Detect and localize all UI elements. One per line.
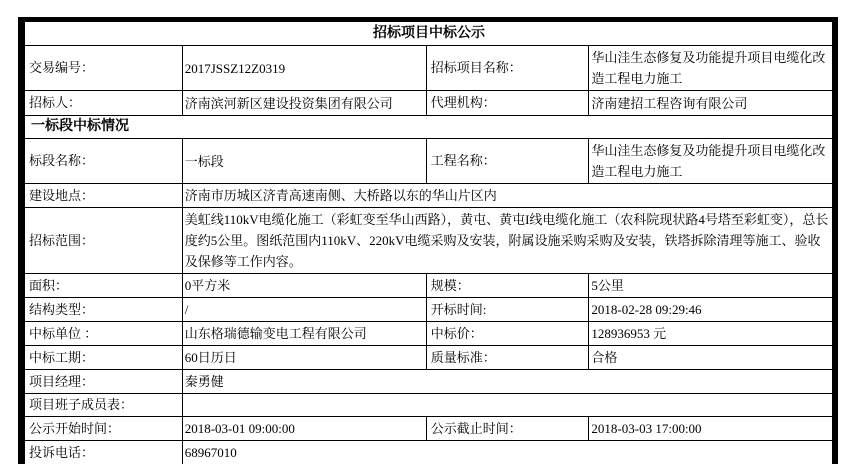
field-label-project-name: 招标项目名称： (426, 46, 589, 91)
field-label-tenderer: 招标人： (22, 91, 183, 116)
field-value-publicity-end: 2018-03-03 17:00:00 (589, 417, 835, 441)
field-label-duration: 中标工期： (22, 346, 183, 370)
field-label-manager: 项目经理： (22, 370, 183, 394)
field-value-bid-open-time: 2018-02-28 09:29:46 (589, 298, 835, 322)
field-value-project-name: 华山洼生态修复及功能提升项目电缆化改造工程电力施工 (589, 46, 835, 91)
field-label-bid-price: 中标价： (426, 322, 589, 346)
field-value-location: 济南市历城区济青高速南侧、大桥路以东的华山片区内 (182, 184, 835, 208)
field-value-transaction-no: 2017JSSZ12Z0319 (182, 46, 426, 91)
field-label-agency: 代理机构： (426, 91, 589, 116)
field-value-quality: 合格 (589, 346, 835, 370)
field-value-structure-type: / (182, 298, 426, 322)
field-label-section-name: 标段名称： (22, 139, 183, 184)
field-label-area: 面积： (22, 274, 183, 298)
field-label-publicity-start: 公示开始时间： (22, 417, 183, 441)
field-value-complaint-phone: 68967010 (182, 441, 835, 464)
bid-announcement-table (18, 17, 838, 464)
field-value-winner: 山东格瑞德输变电工程有限公司 (182, 322, 426, 346)
field-value-manager: 秦勇健 (182, 370, 835, 394)
page-title: 招标项目中标公示 (22, 20, 836, 46)
field-value-work-name: 华山洼生态修复及功能提升项目电缆化改造工程电力施工 (589, 139, 835, 184)
field-value-publicity-start: 2018-03-01 09:00:00 (182, 417, 426, 441)
field-label-bid-open-time: 开标时间: (426, 298, 589, 322)
field-label-complaint-phone: 投诉电话： (22, 441, 183, 464)
field-label-publicity-end: 公示截止时间： (426, 417, 589, 441)
field-value-scale: 5公里 (589, 274, 835, 298)
field-label-winner: 中标单位 ： (22, 322, 183, 346)
field-value-scope: 美虹线110kV电缆化施工（彩虹变至华山西路），黄屯、黄屯I线电缆化施工（农科院现状路4号塔至彩虹变），总长度约5公里。图纸范围内110kV、220kV电缆采购及安装，附属设施采购采购及安装，铁塔拆除清理等施工、验收及保修等工作内容。 (182, 208, 835, 274)
field-label-structure-type: 结构类型： (22, 298, 183, 322)
field-value-tenderer: 济南滨河新区建设投资集团有限公司 (182, 91, 426, 116)
field-label-scope: 招标范围： (22, 208, 183, 274)
field-value-agency: 济南建招工程咨询有限公司 (589, 91, 835, 116)
field-label-transaction-no: 交易编号： (22, 46, 183, 91)
field-label-team-table: 项目班子成员表： (22, 394, 183, 417)
field-value-bid-price: 128936953 元 (589, 322, 835, 346)
field-value-area: 0平方米 (182, 274, 426, 298)
field-label-location: 建设地点： (22, 184, 183, 208)
field-label-quality: 质量标准： (426, 346, 589, 370)
field-value-section-name: 一标段 (182, 139, 426, 184)
field-value-team-table (182, 394, 835, 417)
field-label-work-name: 工程名称： (426, 139, 589, 184)
section-header: 一标段中标情况 (22, 116, 836, 139)
field-value-duration: 60日历日 (182, 346, 426, 370)
field-label-scale: 规模： (426, 274, 589, 298)
